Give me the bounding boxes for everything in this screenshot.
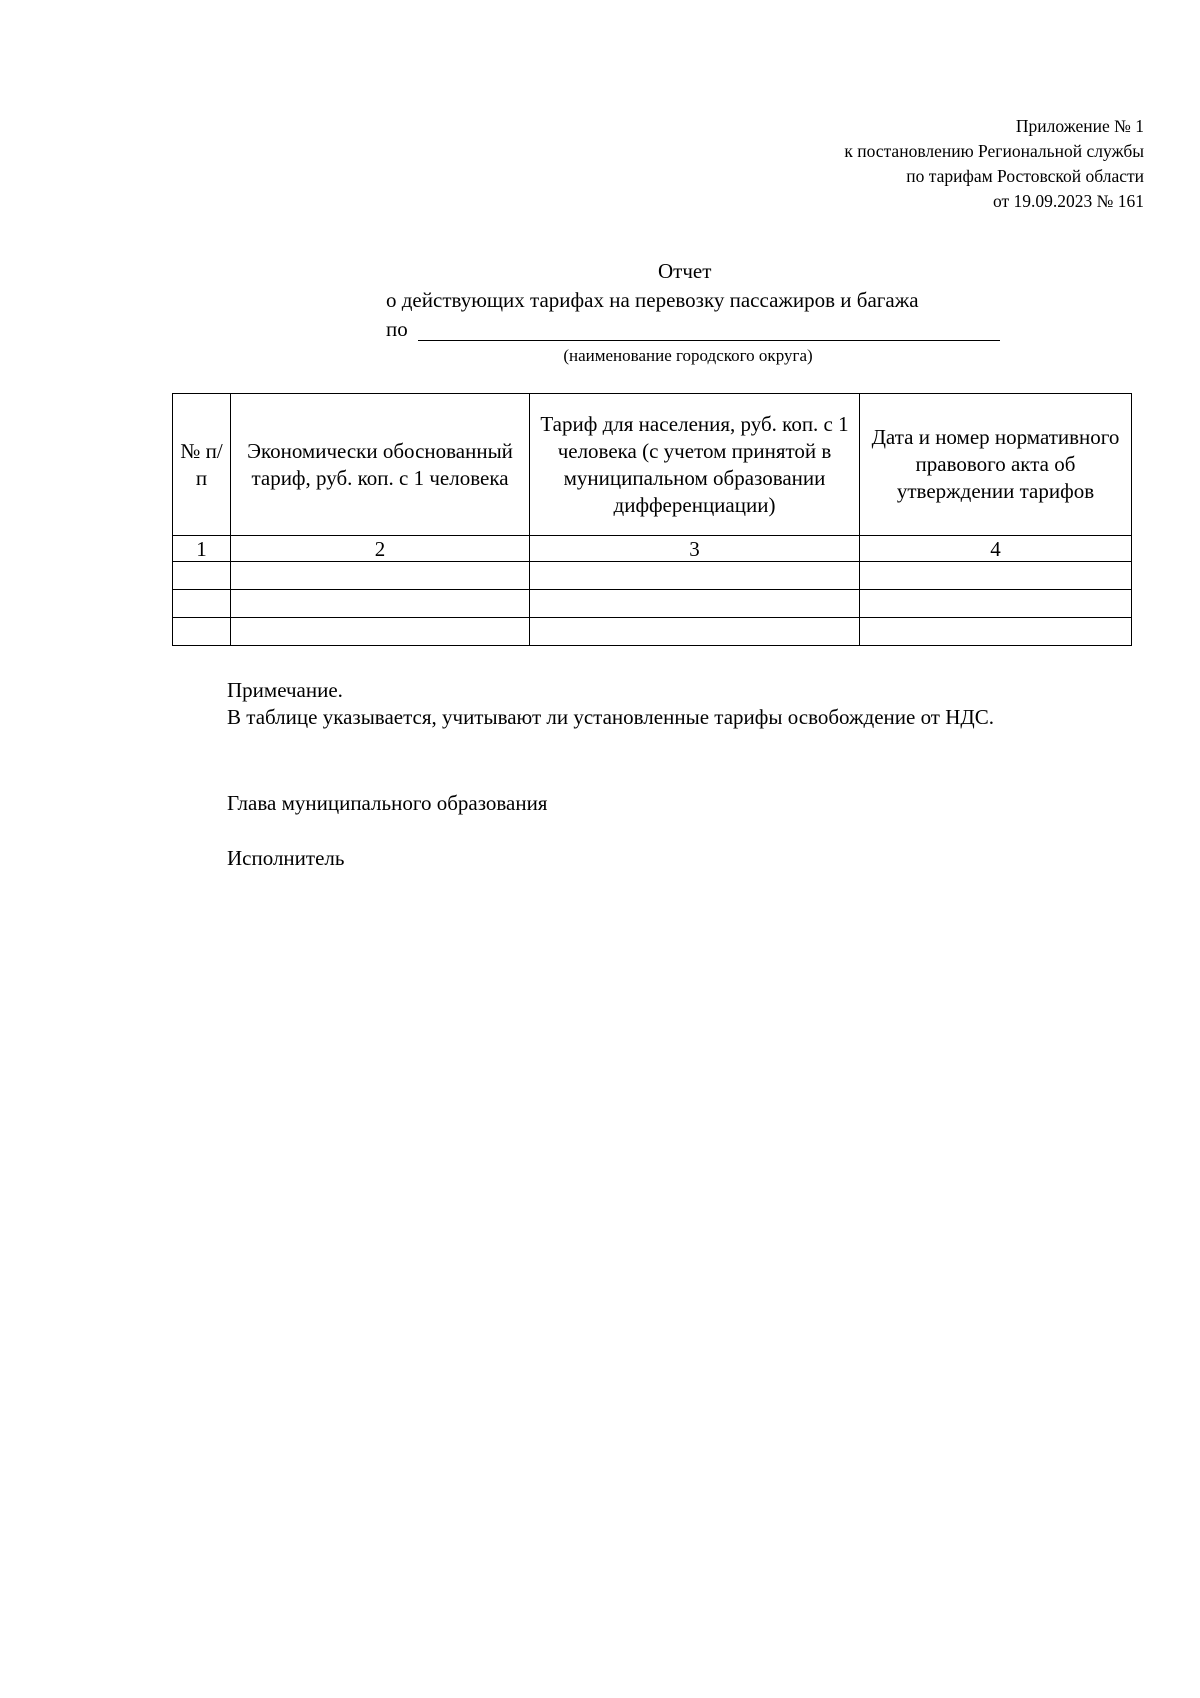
table-cell — [530, 590, 860, 618]
header-economic-tariff: Экономически обоснованный тариф, руб. коп. с 1 человека — [231, 394, 530, 536]
header-legal-act: Дата и номер нормативного правового акта об утверждении тарифов — [860, 394, 1132, 536]
table-cell — [860, 618, 1132, 646]
report-title: Отчет — [658, 259, 712, 283]
table-cell — [173, 590, 231, 618]
column-number: 2 — [231, 536, 530, 562]
column-number-row — [173, 536, 1132, 562]
annex-date-line: от 19.09.2023 № 161 — [993, 191, 1144, 211]
note-block — [227, 677, 994, 731]
column-number: 1 — [173, 536, 231, 562]
report-subtitle: о действующих тарифах на перевозку пассажиров и багажа — [386, 288, 919, 312]
signature-head-label: Глава муниципального образования — [227, 791, 548, 815]
report-po-label: по — [386, 317, 408, 341]
table-row — [173, 562, 1132, 590]
city-district-blank-line — [418, 340, 1000, 341]
annex-resolution-line: к постановлению Региональной службы — [844, 141, 1144, 161]
annex-number: Приложение № 1 — [1015, 116, 1144, 136]
signature-executor-label: Исполнитель — [227, 846, 345, 870]
table-cell — [173, 618, 231, 646]
table-cell — [860, 590, 1132, 618]
table-row — [173, 590, 1132, 618]
table-cell — [530, 618, 860, 646]
header-number: № п/п — [173, 394, 231, 536]
tariffs-table — [172, 393, 1132, 646]
note-text: В таблице указывается, учитывают ли установленные тарифы освобождение от НДС. — [227, 705, 994, 729]
column-number: 4 — [860, 536, 1132, 562]
header-population-tariff: Тариф для населения, руб. коп. с 1 человека (с учетом принятой в муниципальном образовании дифференциации) — [530, 394, 860, 536]
table-cell — [231, 562, 530, 590]
annex-authority-line: по тарифам Ростовской области — [906, 166, 1144, 186]
table-header-row — [173, 394, 1132, 536]
table-cell — [530, 562, 860, 590]
table-cell — [231, 590, 530, 618]
table-cell — [173, 562, 231, 590]
table-cell — [860, 562, 1132, 590]
column-number: 3 — [530, 536, 860, 562]
note-label: Примечание. — [227, 678, 343, 702]
city-district-caption: (наименование городского округа) — [563, 346, 813, 365]
annex-header — [724, 114, 1144, 214]
table-cell — [231, 618, 530, 646]
table-row — [173, 618, 1132, 646]
